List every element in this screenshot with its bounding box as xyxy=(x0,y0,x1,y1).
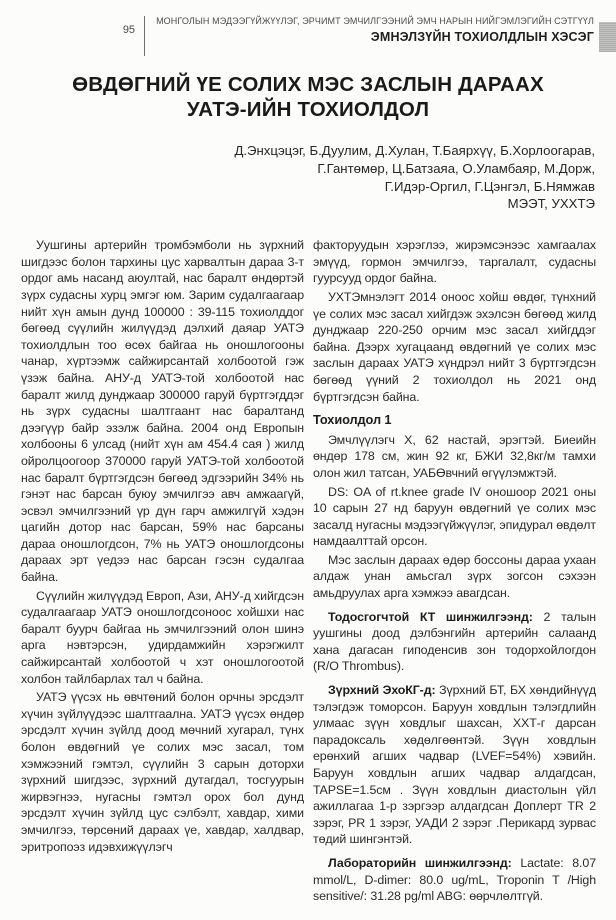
risk-factors-paragraph: УАТЭ үүсэх нь өвчтөний болон орчны эрсдэлт хүчин зүйлүүдээс шалтгаална. УАТЭ үүсэх өндөр эрсдэлт хүчин зүйлд доод мөчний хугарал, түнх болон өвдөгний үе солих мэс засал, том хэмжээний гэмтэл, сүүлийн 3 сарын доторхи зүрхний шигдээс, зүрхний дутагдал, тосгуурын жирвэгнээ, нугасны гэмтэл орох бол дунд эрсдэлт хүчин зүйлд цус сэлбэлт, хавдар, хими эмчилгээ, төрсөний дараах үе, хавдар, халдвар, эритропоэз идэвхижүүлэгч xyxy=(21,690,304,854)
article-title-line-1: ӨВДӨГНИЙ ҮЕ СОЛИХ МЭС ЗАСЛЫН ДАРААХ xyxy=(72,73,544,96)
header-divider xyxy=(144,16,145,56)
page-edge-tab xyxy=(599,22,616,52)
page-header xyxy=(123,16,594,56)
hospital-statistics-paragraph: УХТЭмнэлэгт 2014 оноос хойш өвдөг, түнхний үе солих мэс засал хийгдэж эхэлсэн бөгөөд жилд дунджаар 220-250 орчим мэс засал хийгддэг байна. Дээрх хугацаанд өвдөгний үе солих мэс заслын дараах УАТЭ хүндрэл нийт 3 бүртгэгдсэн бөгөөд үүний 2 тохиолдол нь 2021 онд бүртгэгдсэн байна. xyxy=(313,289,596,404)
authors-block xyxy=(21,142,595,213)
author-line-2: Г.Гантөмөр, Ц.Батзаяа, О.Уламбаяр, М.Дорж, xyxy=(317,160,595,176)
article-body xyxy=(21,237,596,907)
case-1-diagnosis-paragraph: DS: OA of rt.knee grade IV оношоор 2021 оны 10 сарын 27 нд баруун өвдөгний үе солих мэс засалд нугасны мэдээгүйжүүлэг, эпидурал өвдөлт намдаалттай орсон. xyxy=(313,484,596,549)
lab-findings-text: Lactate: 8.07 mmol/L, D-dimer: 80.0 ug/mL, Troponin T /High sensitive/: 31.28 pg/ml ABG: өөрчлөлтгүй. xyxy=(313,855,596,904)
intro-paragraph: Уушгины артерийн тромбэмболи нь зүрхний шигдээс болон тархины цус харвалтын дараа 3-т ордог амь насанд аюултай, нас баралт өндөртэй зүрх судасны хурц эмгэг юм. Зарим судалгаагаар нийт хүн амын дунд 100000 : 39-115 тохиолддог бөгөөд сүүлийн жилүүдэд дэлхий даяар УАТЭ тохиолдлын тоо өсөх байгаа нь оношлогооны чанар, хүртээмж сайжирсантай холбоотой гэж үзэж байна. АНУ-д УАТЭ-той холбоотой нас баралт жилд дунджаар 300000 гаруй бүртгэгддэг нь зүрх судасны шалтгаант нас баралтанд дээгүүр байр эзэлж байна. 2004 онд Европын холбооны 6 улсад (нийт хүн ам 454.4 сая ) жилд ойролцоогоор 370000 гаруй УАТЭ-той холбоотой нас баралт бүртгэгдсэн бөгөөд эдгээрийн 34% нь гэнэт нас барсан буюу эмчилгээ авч амжаагүй, эсвэл эмчилгээний үр дүн гарч амжилгүй хэдэн цагийн дотор нас барсан, 59% нас барсаны дараа оношлогдсон, 7% нь УАТЭ оношлогдсоны дараах эрт үедээ нас барсан гэсэн судалгаа байна. xyxy=(21,238,304,585)
case-1-patient-paragraph: Эмчлүүлэгч Х, 62 настай, эрэгтэй. Биеийн өндөр 178 см, жин 92 кг, БЖИ 32,8кг/м тамхи олон жил татсан, УАБӨвчний өгүүлэмжтэй. xyxy=(313,432,596,480)
page-number: 95 xyxy=(122,24,136,36)
article-title xyxy=(30,72,586,122)
mortality-trend-paragraph: Сүүлийн жилүүдэд Европ, Ази, АНУ-д хийгдсэн судалгаагаар УАТЭ оношлогдсоноос хойшхи нас баралт буурч байгаа нь эмчилгээний олон шинэ арга нэвтэрсэн, удирдамжийн хэрэгжилт сайжирсантай холбоотой ч хэт оношлогоотой холбон тайлбарлах тал ч байна. xyxy=(21,588,304,686)
echo-findings-lead: Зүрхний ЭхоКГ-д: xyxy=(328,683,436,698)
section-heading: ЭМНЭЛЗҮЙН ТОХИОЛДЛЫН ХЭСЭГ xyxy=(370,30,594,44)
ct-findings-paragraph xyxy=(313,609,596,675)
risk-factors-continuation: факторуудын хэрэглээ, жирэмсэнээс хамгаалах эмүүд, гормон эмчилгээ, таргалалт, судасны гуурсууд ордог байна. xyxy=(313,238,596,286)
case-1-event-paragraph: Мэс заслын дараах өдөр боссоны дараа ухаан алдаж унан амьсгал зүрх зогсон сэхээн амьдруулах арга хэмжээ авагдсан. xyxy=(313,552,596,601)
author-line-3: Г.Идэр-Оргил, Г.Цэнгэл, Б.Нямжав xyxy=(384,178,595,194)
author-line-1: Д.Энхцэцэг, Б.Дуулим, Д.Хулан, Т.Баярхүү, Б.Хорлоогарав, xyxy=(234,143,595,158)
column-left xyxy=(21,237,304,907)
affiliation: МЭЭТ, УХХТЭ xyxy=(507,196,595,212)
article-title-line-2: УАТЭ-ИЙН ТОХИОЛДОЛ xyxy=(186,98,430,121)
lab-findings-paragraph xyxy=(313,855,596,905)
echo-findings-paragraph xyxy=(313,682,596,848)
column-right xyxy=(313,237,596,907)
ct-findings-lead: Тодосгогчтой КТ шинжилгээнд: xyxy=(328,609,533,624)
lab-findings-lead: Лабораторийн шинжилгээнд: xyxy=(328,855,512,870)
echo-findings-text: Зүрхний БТ, БХ хөндийнүүд тэлэгдэж томорсон. Баруун ховдлын тэлэгдлийн улмаас зүүн ховдлыг шахсан, ХХТ-г дарсан парадоксаль хөдөлгөөнтэй. Зүүн ховдлын ерөнхий агших чадвар (LVEF=54%) хэвийн. Баруун ховдлын агших чадвар алдагдсан, TAPSE=1.5см . Зүүн ховдлын диастолын үйл ажиллагаа 1-р зэргээр алдагдсан Доплерт TR 2 зэрэг, PR 1 зэрэг, УАДИ 2 зэрэг .Перикард зурвас төдий шингэнтэй. xyxy=(313,683,596,847)
journal-name: МОНГОЛЫН МЭДЭЭГҮЙЖҮҮЛЭГ, ЭРЧИМТ ЭМЧИЛГЭЭНИЙ ЭМЧ НАРЫН НИЙГЭМЛЭГИЙН СЭТГҮҮЛ xyxy=(156,16,594,26)
header-text xyxy=(156,16,594,44)
ct-findings-text: 2 талын уушгины доод дэлбэнгийн артерийн салаанд хана дагасан гиподенсив зон тодорхойлогдон (R/O Thrombus). xyxy=(313,609,596,674)
case-1-heading: Тохиолдол 1 xyxy=(313,412,392,428)
